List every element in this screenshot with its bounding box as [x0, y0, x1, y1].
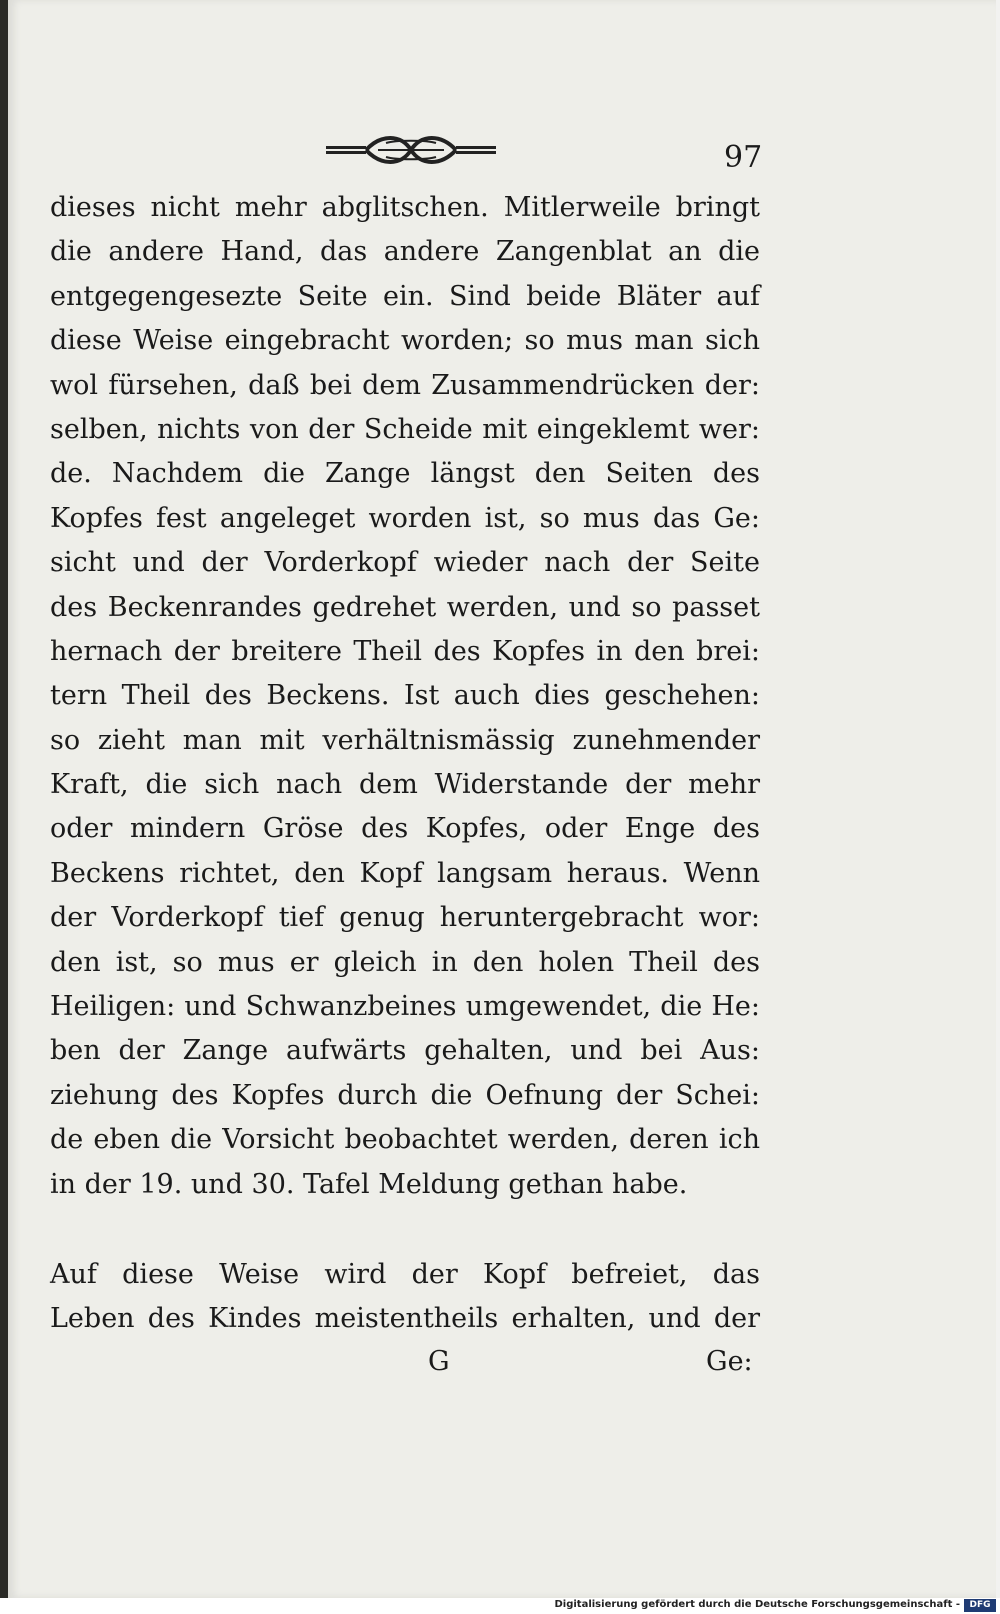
body-text [50, 186, 760, 1342]
text-line: in der 19. und 30. Tafel Meldung gethan habe. [50, 1168, 688, 1200]
text-line: den ist, so mus er gleich in den holen Theil des [50, 946, 760, 978]
text-line: Auf diese Weise wird der Kopf befreiet, das [50, 1258, 760, 1290]
digitization-footer [0, 1598, 1000, 1614]
footer-text: Digitalisierung gefördert durch die Deutsche Forschungsgemeinschaft - [554, 1599, 960, 1610]
text-line: die andere Hand, das andere Zangenblat an die [50, 236, 760, 268]
text-line: de. Nachdem die Zange längst den Seiten des [50, 458, 760, 490]
text-line: sicht und der Vorderkopf wieder nach der Seite [50, 547, 760, 579]
text-line: ziehung des Kopfes durch die Oefnung der Schei: [50, 1079, 760, 1111]
text-line: des Beckenrandes gedrehet werden, und so passet [50, 591, 760, 623]
text-line: selben, nichts von der Scheide mit eingeklemt wer: [50, 413, 760, 445]
paragraph-gap [50, 1207, 760, 1253]
text-line: Beckens richtet, den Kopf langsam heraus. Wenn [50, 857, 760, 889]
text-line: Leben des Kindes meistentheils erhalten, und der [50, 1303, 760, 1335]
text-line: Heiligen: und Schwanzbeines umgewendet, die He: [50, 991, 760, 1023]
text-line: diese Weise eingebracht worden; so mus man sich [50, 325, 760, 357]
signature-mark: G [428, 1346, 450, 1377]
text-line: wol fürsehen, daß bei dem Zusammendrücken der: [50, 369, 760, 401]
text-line: der Vorderkopf tief genug heruntergebracht wor: [50, 902, 760, 934]
text-line: entgegengesezte Seite ein. Sind beide Bläter auf [50, 280, 760, 312]
text-line: Kraft, die sich nach dem Widerstande der mehr [50, 769, 760, 801]
book-page [8, 0, 996, 1598]
text-line: dieses nicht mehr abglitschen. Mitlerweile bringt [50, 192, 760, 223]
text-line: ben der Zange aufwärts gehalten, und bei Aus: [50, 1035, 760, 1067]
text-line: de eben die Vorsicht beobachtet werden, deren ich [50, 1124, 760, 1156]
text-line: so zieht man mit verhältnismässig zunehmender [50, 724, 760, 756]
text-line: hernach der breitere Theil des Kopfes in den brei: [50, 635, 760, 667]
text-line: oder mindern Gröse des Kopfes, oder Enge des [50, 813, 760, 845]
ornament-icon [326, 132, 496, 168]
catchword: Ge: [706, 1346, 753, 1377]
page-number: 97 [724, 140, 763, 175]
text-line: tern Theil des Beckens. Ist auch dies geschehen: [50, 680, 760, 712]
dfg-logo: DFG [964, 1599, 996, 1612]
book-spine-edge [0, 0, 8, 1598]
text-line: Kopfes fest angeleget worden ist, so mus das Ge: [50, 502, 760, 534]
